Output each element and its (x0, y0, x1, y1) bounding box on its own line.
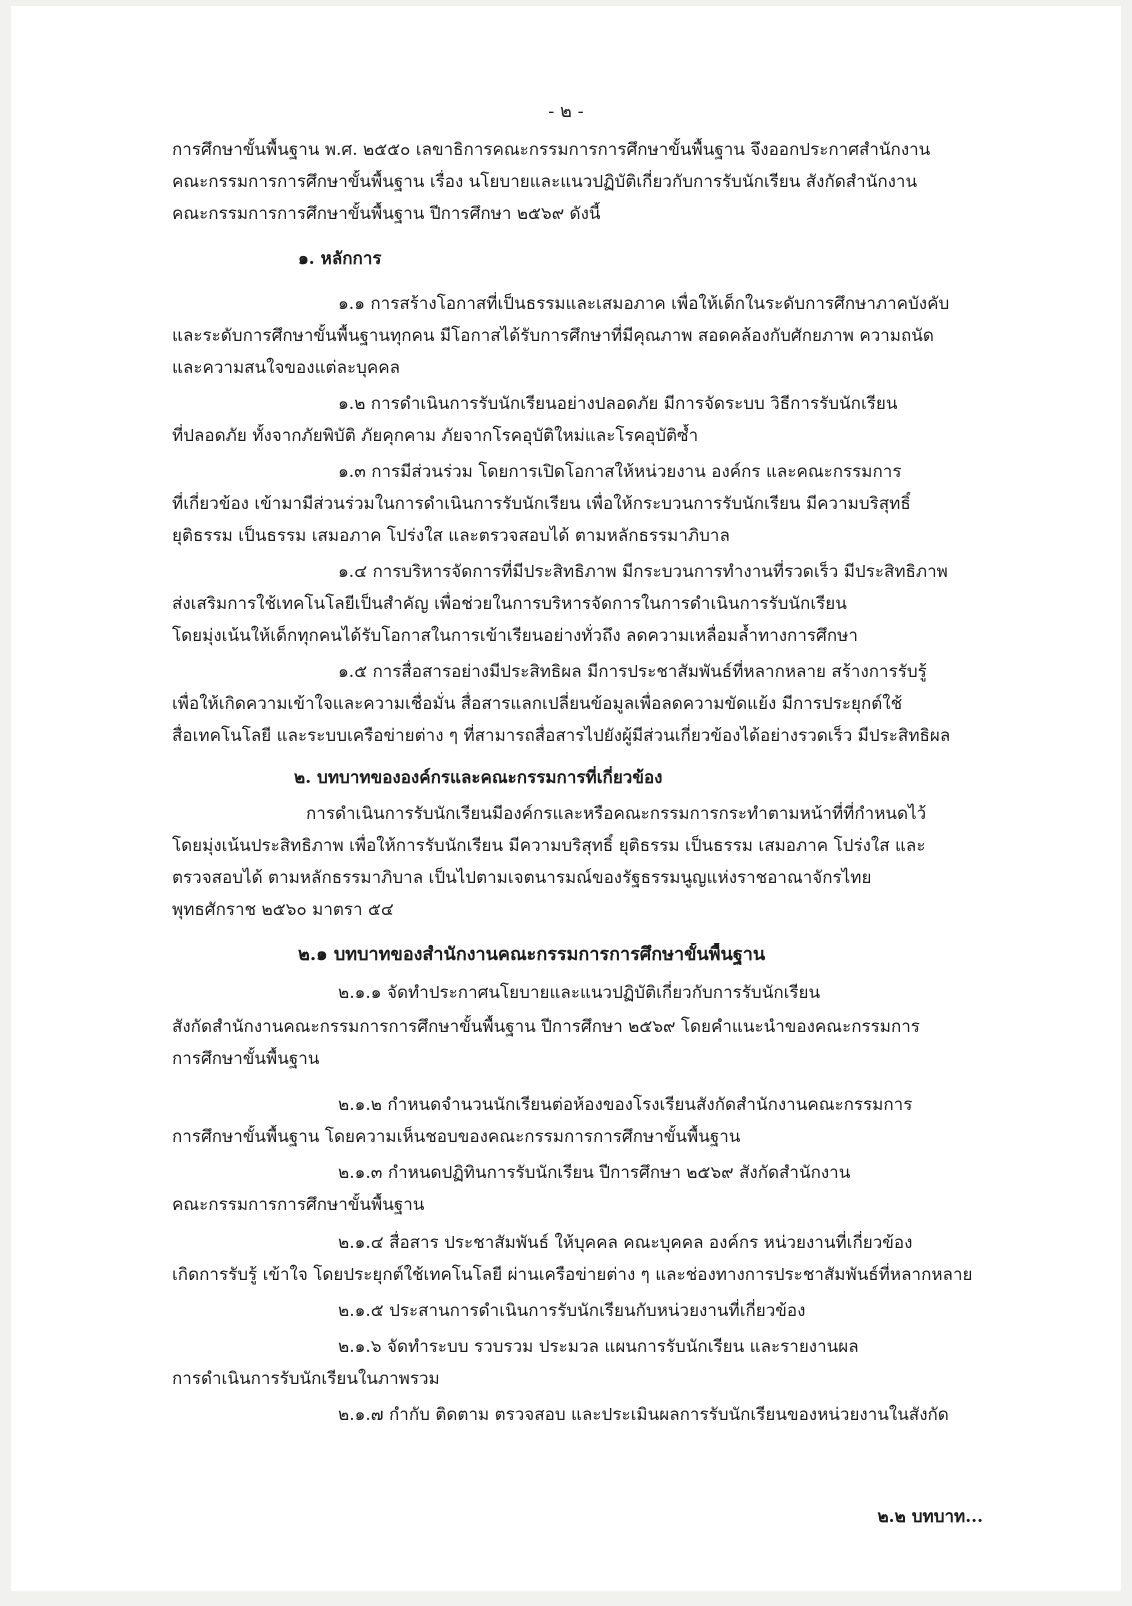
paragraph-line: สังกัดสำนักงานคณะกรรมการการศึกษาขั้นพื้นฐาน ปีการศึกษา ๒๕๖๙ โดยคำแนะนำของคณะกรรมการ (172, 1017, 920, 1037)
paragraph-line: สื่อเทคโนโลยี และระบบเครือข่ายต่าง ๆ ที่สามารถสื่อสารไปยังผู้มีส่วนเกี่ยวข้องได้อย่างรวดเร็ว มีประสิทธิผล (172, 726, 951, 746)
paragraph-line: ส่งเสริมการใช้เทคโนโลยีเป็นสำคัญ เพื่อช่วยในการบริหารจัดการในการดำเนินการรับนักเรียน (172, 594, 847, 614)
intro-line: คณะกรรมการการศึกษาขั้นพื้นฐาน ปีการศึกษา ๒๕๖๙ ดังนี้ (172, 204, 601, 224)
intro-line: การศึกษาขั้นพื้นฐาน พ.ศ. ๒๕๕๐ เลขาธิการคณะกรรมการการศึกษาขั้นพื้นฐาน จึงออกประกาศสำนักงาน (172, 140, 931, 160)
paragraph-line: ๒.๑.๖ จัดทำระบบ รวบรวม ประมวล แผนการรับนักเรียน และรายงานผล (338, 1337, 859, 1357)
paragraph-line: ๒.๑.๑ จัดทำประกาศนโยบายและแนวปฏิบัติเกี่ยวกับการรับนักเรียน (338, 983, 821, 1003)
paragraph-line: การดำเนินการรับนักเรียนในภาพรวม (172, 1369, 440, 1389)
section-heading: ๑. หลักการ (298, 249, 382, 269)
paragraph-line: โดยมุ่งเน้นให้เด็กทุกคนได้รับโอกาสในการเข้าเรียนอย่างทั่วถึง ลดความเหลื่อมล้ำทางการศึกษา (172, 626, 858, 646)
paragraph-line: ๑.๒ การดำเนินการรับนักเรียนอย่างปลอดภัย มีการจัดระบบ วิธีการรับนักเรียน (338, 394, 898, 414)
paragraph-line: และระดับการศึกษาขั้นพื้นฐานทุกคน มีโอกาสได้รับการศึกษาที่มีคุณภาพ สอดคล้องกับศักยภาพ ความถนัด (172, 326, 934, 346)
paragraph-line: ๑.๑ การสร้างโอกาสที่เป็นธรรมและเสมอภาค เพื่อให้เด็กในระดับการศึกษาภาคบังคับ (338, 294, 950, 314)
paragraph-line: ๒.๑.๕ ประสานการดำเนินการรับนักเรียนกับหน่วยงานที่เกี่ยวข้อง (338, 1301, 806, 1321)
paragraph-line: ๒.๑.๗ กำกับ ติดตาม ตรวจสอบ และประเมินผลการรับนักเรียนของหน่วยงานในสังกัด (338, 1405, 949, 1425)
continuation-marker: ๒.๒ บทบาท... (877, 1507, 983, 1527)
section-heading: ๒. บทบาทขององค์กรและคณะกรรมการที่เกี่ยวข้อง (294, 768, 663, 788)
paragraph-line: และความสนใจของแต่ละบุคคล (172, 358, 401, 378)
paragraph-line: โดยมุ่งเน้นประสิทธิภาพ เพื่อให้การรับนักเรียน มีความบริสุทธิ์ ยุติธรรม เป็นธรรม เสมอภาค โปร่งใส และ (172, 836, 926, 856)
paragraph-line: ๒.๑.๔ สื่อสาร ประชาสัมพันธ์ ให้บุคคล คณะบุคคล องค์กร หน่วยงานที่เกี่ยวข้อง (338, 1233, 913, 1253)
paragraph-line: การดำเนินการรับนักเรียนมีองค์กรและหรือคณะกรรมการกระทำตามหน้าที่ที่กำหนดไว้ (306, 804, 927, 824)
intro-line: คณะกรรมการการศึกษาขั้นพื้นฐาน เรื่อง นโยบายและแนวปฏิบัติเกี่ยวกับการรับนักเรียน สังกัดสำนักงาน (172, 172, 918, 192)
paragraph-line: เพื่อให้เกิดความเข้าใจและความเชื่อมั่น สื่อสารแลกเปลี่ยนข้อมูลเพื่อลดความขัดแย้ง มีการประยุกต์ใช้ (172, 694, 903, 714)
paragraph-line: ที่เกี่ยวข้อง เข้ามามีส่วนร่วมในการดำเนินการรับนักเรียน เพื่อให้กระบวนการรับนักเรียน มีความบริสุทธิ์ (172, 494, 911, 514)
subsection-heading: ๒.๑ บทบาทของสำนักงานคณะกรรมการการศึกษาขั้นพื้นฐาน (298, 944, 766, 965)
paragraph-line: การศึกษาขั้นพื้นฐาน โดยความเห็นชอบของคณะกรรมการการศึกษาขั้นพื้นฐาน (172, 1127, 741, 1147)
paragraph-line: ยุติธรรม เป็นธรรม เสมอภาค โปร่งใส และตรวจสอบได้ ตามหลักธรรมาภิบาล (172, 526, 730, 546)
paragraph-line: ๒.๑.๒ กำหนดจำนวนนักเรียนต่อห้องของโรงเรียนสังกัดสำนักงานคณะกรรมการ (338, 1095, 913, 1115)
paragraph-line: ๑.๓ การมีส่วนร่วม โดยการเปิดโอกาสให้หน่วยงาน องค์กร และคณะกรรมการ (338, 462, 902, 482)
paragraph-line: ๑.๔ การบริหารจัดการที่มีประสิทธิภาพ มีกระบวนการทำงานที่รวดเร็ว มีประสิทธิภาพ (338, 562, 948, 582)
paragraph-line: พุทธศักราช ๒๕๖๐ มาตรา ๕๔ (172, 900, 394, 920)
paragraph-line: คณะกรรมการการศึกษาขั้นพื้นฐาน (172, 1195, 425, 1215)
paragraph-line: ๑.๕ การสื่อสารอย่างมีประสิทธิผล มีการประชาสัมพันธ์ที่หลากหลาย สร้างการรับรู้ (338, 662, 927, 682)
paragraph-line: ๒.๑.๓ กำหนดปฏิทินการรับนักเรียน ปีการศึกษา ๒๕๖๙ สังกัดสำนักงาน (338, 1163, 851, 1183)
paragraph-line: ตรวจสอบได้ ตามหลักธรรมาภิบาล เป็นไปตามเจตนารมณ์ของรัฐธรรมนูญแห่งราชอาณาจักรไทย (172, 868, 872, 888)
paragraph-line: การศึกษาขั้นพื้นฐาน (172, 1049, 320, 1069)
paragraph-line: ที่ปลอดภัย ทั้งจากภัยพิบัติ ภัยคุกคาม ภัยจากโรคอุบัติใหม่และโรคอุบัติซ้ำ (172, 426, 699, 446)
page-number: - ๒ - (548, 101, 584, 122)
paragraph-line: เกิดการรับรู้ เข้าใจ โดยประยุกต์ใช้เทคโนโลยี ผ่านเครือข่ายต่าง ๆ และช่องทางการประชาสัมพันธ์ที่หลากหลาย (172, 1265, 973, 1285)
document-page (11, 6, 1121, 1591)
